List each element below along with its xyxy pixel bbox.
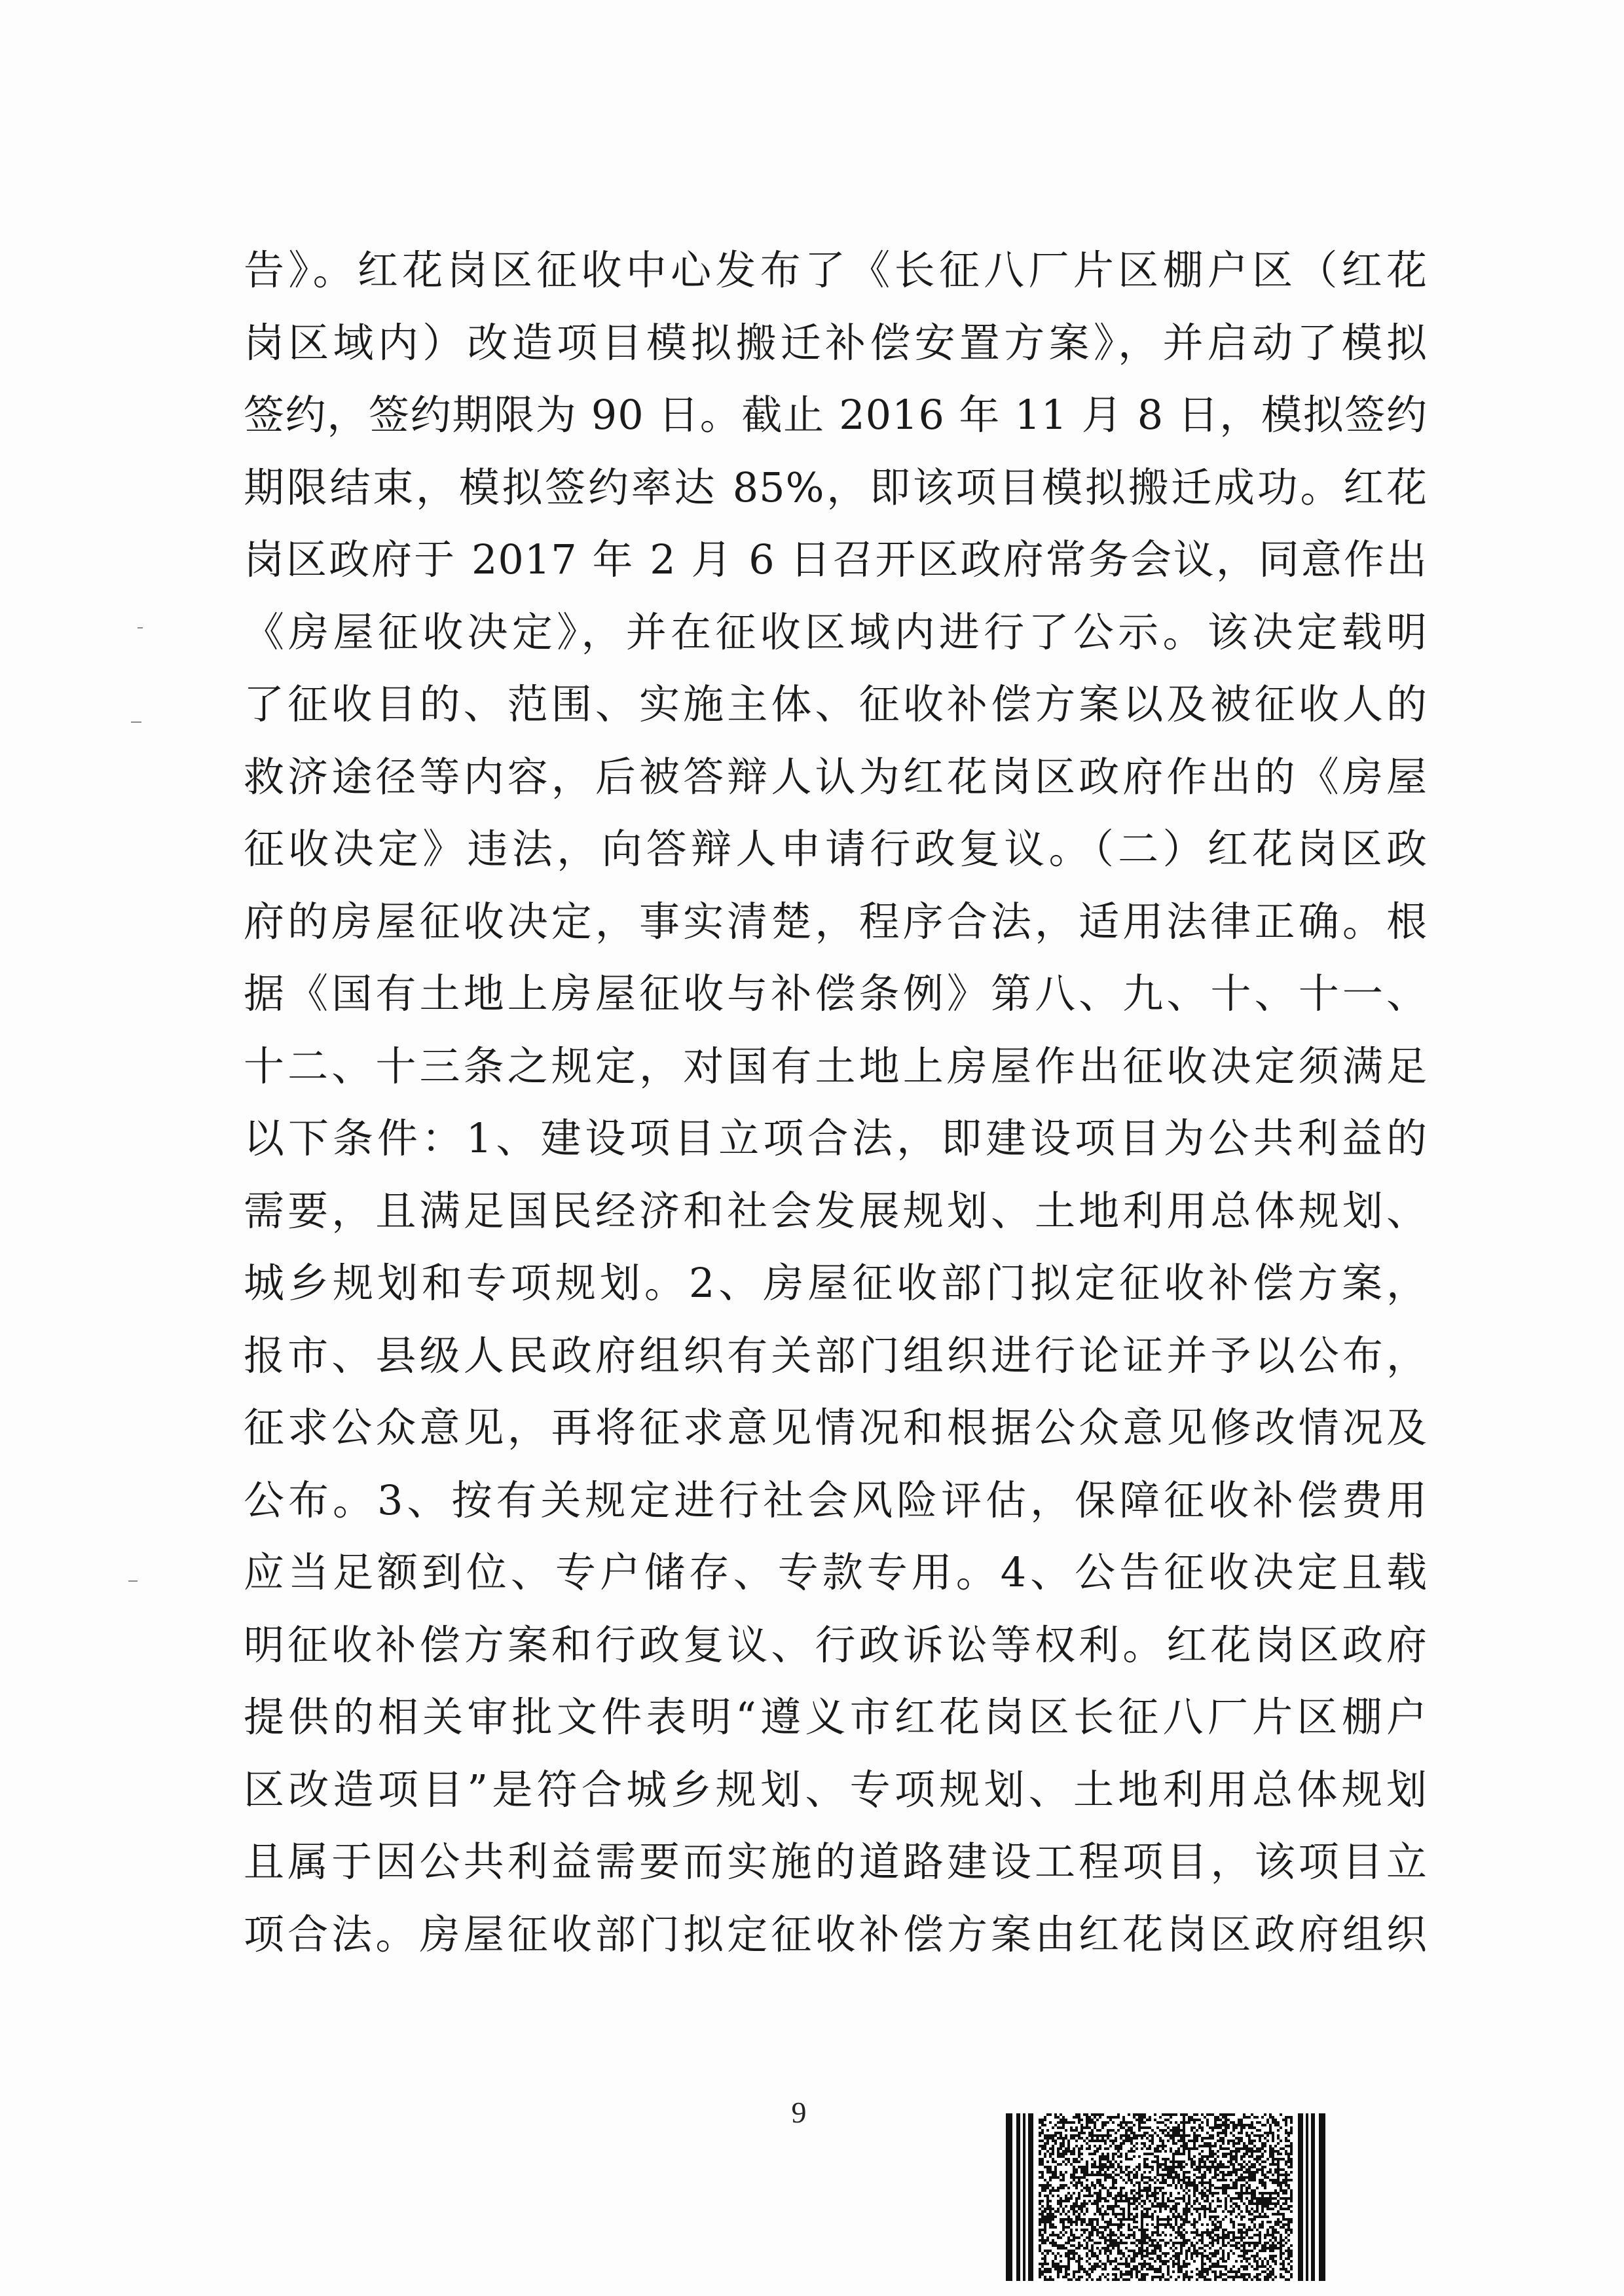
text-line: 十二、十三条之规定，对国有土地上房屋作出征收决定须满足 bbox=[244, 1042, 1428, 1090]
text-line: 明征收补偿方案和行政复议、行政诉讼等权利。红花岗区政府 bbox=[244, 1620, 1428, 1669]
text-line: 岗区政府于 2017 年 2 月 6 日召开区政府常务会议，同意作出 bbox=[244, 536, 1428, 583]
text-line: 了征收目的、范围、实施主体、征收补偿方案以及被征收人的 bbox=[244, 680, 1428, 728]
2d-barcode-icon bbox=[1006, 2113, 1325, 2281]
text-line: 需要，且满足国民经济和社会发展规划、土地利用总体规划、 bbox=[244, 1186, 1428, 1235]
text-line: 征收决定》违法，向答辩人申请行政复议。（二）红花岗区政 bbox=[244, 825, 1428, 873]
text-line: 告》。红花岗区征收中心发布了《长征八厂片区棚户区（红花 bbox=[244, 246, 1428, 294]
text-line: 救济途径等内容，后被答辩人认为红花岗区政府作出的《房屋 bbox=[244, 752, 1428, 801]
scan-margin-mark bbox=[128, 1580, 138, 1582]
text-line: 应当足额到位、专户储存、专款专用。4、公告征收决定且载 bbox=[244, 1548, 1428, 1596]
text-line: 提供的相关审批文件表明“遵义市红花岗区长征八厂片区棚户 bbox=[244, 1693, 1428, 1741]
scan-margin-mark bbox=[131, 721, 141, 723]
text-line: 据《国有土地上房屋征收与补偿条例》第八、九、十、十一、 bbox=[244, 970, 1428, 1017]
text-line: 且属于因公共利益需要而实施的道路建设工程项目，该项目立 bbox=[244, 1838, 1428, 1886]
scan-margin-mark bbox=[138, 627, 143, 629]
text-line: 签约，签约期限为 90 日。截止 2016 年 11 月 8 日，模拟签约 bbox=[244, 391, 1428, 439]
text-line: 公布。3、按有关规定进行社会风险评估，保障征收补偿费用 bbox=[244, 1476, 1428, 1524]
text-line: 征求公众意见，再将征求意见情况和根据公众意见修改情况及 bbox=[244, 1404, 1428, 1451]
text-line: 岗区域内）改造项目模拟搬迁补偿安置方案》，并启动了模拟 bbox=[244, 318, 1428, 367]
text-line: 区改造项目”是符合城乡规划、专项规划、土地利用总体规划 bbox=[244, 1765, 1428, 1813]
text-line: 报市、县级人民政府组织有关部门组织进行论证并予以公布， bbox=[244, 1331, 1428, 1379]
page-number: 9 bbox=[791, 2096, 807, 2129]
body-text bbox=[244, 234, 1428, 1971]
text-line: 《房屋征收决定》，并在征收区域内进行了公示。该决定载明 bbox=[244, 608, 1428, 656]
text-line: 项合法。房屋征收部门拟定征收补偿方案由红花岗区政府组织 bbox=[244, 1910, 1428, 1958]
text-line: 城乡规划和专项规划。2、房屋征收部门拟定征收补偿方案， bbox=[244, 1259, 1428, 1307]
text-line: 期限结束，模拟签约率达 85%，即该项目模拟搬迁成功。红花 bbox=[244, 463, 1428, 511]
text-line: 府的房屋征收决定，事实清楚，程序合法，适用法律正确。根 bbox=[244, 897, 1428, 945]
text-line: 以下条件：1、建设项目立项合法，即建设项目为公共利益的 bbox=[244, 1114, 1428, 1162]
